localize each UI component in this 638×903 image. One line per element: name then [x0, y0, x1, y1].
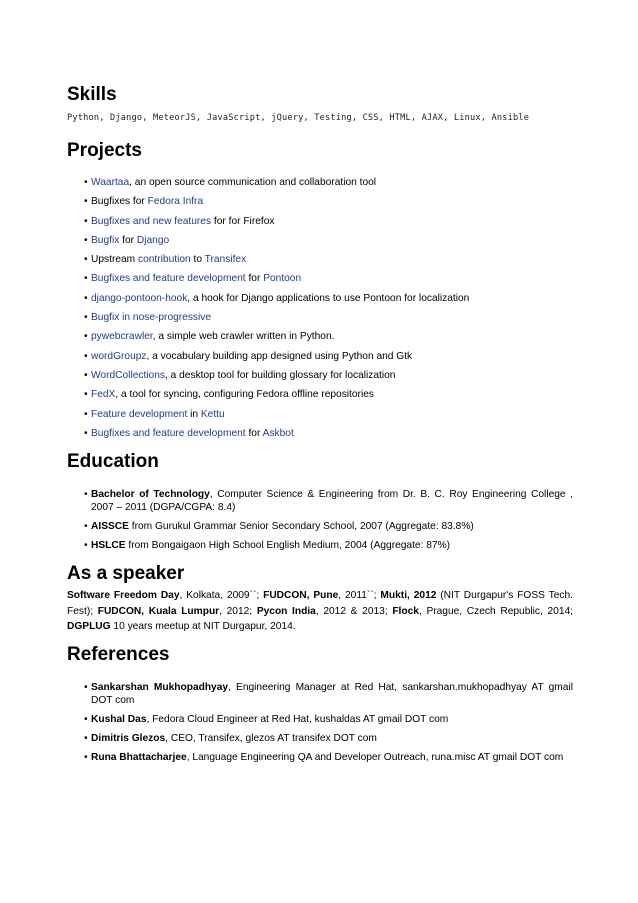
bullet-icon: • — [84, 369, 88, 381]
project-link[interactable]: Waartaa — [91, 177, 130, 188]
project-item — [84, 272, 573, 291]
project-link[interactable]: pywebcrawler — [91, 331, 153, 343]
bullet-icon: • — [84, 682, 88, 693]
education-item — [84, 520, 573, 533]
reference-item-title: Dimitris Glezos — [91, 733, 166, 744]
bullet-icon: • — [84, 752, 88, 763]
reference-item-detail: , Engineering Manager at Red Hat, sankarshan.mukhopadhyay AT gmail DOT com — [91, 682, 573, 706]
speaker-event: Flock — [392, 605, 419, 617]
education-heading: Education — [67, 451, 159, 472]
bullet-icon: • — [84, 733, 88, 744]
project-item — [84, 427, 573, 446]
project-item — [84, 234, 573, 253]
project-item — [84, 253, 573, 272]
education-item-title: Bachelor of Technology — [91, 489, 210, 500]
project-text: for — [245, 427, 263, 439]
bullet-icon: • — [84, 427, 88, 439]
speaker-event: Software Freedom Day — [67, 590, 180, 601]
project-item — [84, 350, 573, 369]
education-item — [84, 488, 573, 514]
speaker-event: FUDCON, Kuala Lumpur — [97, 605, 220, 617]
projects-heading: Projects — [67, 140, 142, 161]
project-text: , an open source communication and collaboration tool — [129, 177, 377, 188]
project-text: for — [119, 234, 137, 246]
project-link[interactable]: Bugfixes and feature development — [91, 427, 246, 439]
project-link[interactable]: Bugfixes and new features — [91, 215, 212, 227]
reference-item — [84, 732, 573, 745]
project-text: , a vocabulary building app designed using Python and Gtk — [146, 350, 413, 362]
project-text: , a hook for Django applications to use Pontoon for localization — [187, 292, 470, 304]
speaker-event: DGPLUG — [67, 621, 111, 632]
project-link[interactable]: wordGroupz — [91, 350, 147, 362]
project-item — [84, 176, 573, 195]
project-item — [84, 408, 573, 427]
reference-item-title: Runa Bhattacharjee — [91, 752, 187, 763]
bullet-icon: • — [84, 254, 88, 266]
project-link[interactable]: Fedora Infra — [147, 196, 204, 208]
project-item — [84, 388, 573, 407]
project-text: , a tool for syncing, configuring Fedora offline repositories — [115, 389, 374, 401]
project-item — [84, 369, 573, 388]
project-item — [84, 330, 573, 349]
project-link[interactable]: Bugfix in nose-progressive — [91, 312, 212, 324]
project-text: to — [190, 254, 205, 266]
reference-item — [84, 713, 573, 726]
bullet-icon: • — [84, 292, 88, 304]
education-list — [84, 488, 573, 558]
reference-item — [84, 681, 573, 707]
project-text: , a desktop tool for building glossary for localization — [164, 369, 396, 381]
project-link[interactable]: django-pontoon-hook — [91, 292, 188, 304]
education-item-detail: from Gurukul Grammar Senior Secondary School, 2007 (Aggregate: 83.8%) — [128, 521, 474, 532]
project-text: Upstream — [91, 254, 138, 266]
speaker-text: , Prague, Czech Republic, 2014; — [418, 605, 573, 617]
reference-item — [84, 751, 573, 764]
education-item-detail: from Bongaigaon High School English Medium, 2004 (Aggregate: 87%) — [125, 540, 451, 551]
bullet-icon: • — [84, 215, 88, 227]
education-item-title: HSLCE — [91, 540, 126, 551]
bullet-icon: • — [84, 489, 88, 500]
bullet-icon: • — [84, 234, 88, 246]
project-link[interactable]: contribution — [138, 254, 191, 266]
project-link[interactable]: Askbot — [262, 427, 294, 439]
projects-list — [84, 176, 573, 446]
project-link[interactable]: Feature development — [91, 408, 188, 420]
project-link[interactable]: Bugfix — [91, 234, 120, 246]
speaker-text: , 2012 & 2013; — [315, 605, 393, 617]
bullet-icon: • — [84, 714, 88, 725]
speaker-event: Pycon India — [256, 605, 316, 617]
project-item — [84, 311, 573, 330]
speaker-heading: As a speaker — [67, 563, 185, 584]
reference-item-title: Sankarshan Mukhopadhyay — [91, 682, 229, 693]
project-link[interactable]: Pontoon — [263, 273, 302, 285]
speaker-event: FUDCON, Pune — [263, 590, 339, 601]
bullet-icon: • — [84, 521, 88, 532]
bullet-icon: • — [84, 312, 88, 324]
reference-item-detail: , Language Engineering QA and Developer Outreach, runa.misc AT gmail DOT com — [186, 752, 564, 763]
reference-item-detail: , CEO, Transifex, glezos AT transifex DOT com — [165, 733, 377, 744]
project-link[interactable]: WordCollections — [91, 369, 165, 381]
speaker-text: (NIT Durgapur's FOSS Tech. Fest); — [67, 590, 573, 617]
bullet-icon: • — [84, 408, 88, 420]
speaker-text: , 2011``; — [338, 590, 381, 601]
bullet-icon: • — [84, 389, 88, 401]
project-text: , a simple web crawler written in Python. — [152, 331, 335, 343]
bullet-icon: • — [84, 196, 88, 208]
bullet-icon: • — [84, 540, 88, 551]
bullet-icon: • — [84, 273, 88, 285]
project-link[interactable]: FedX — [91, 389, 116, 401]
project-item — [84, 195, 573, 214]
education-item-title: AISSCE — [91, 521, 129, 532]
project-link[interactable]: Django — [136, 234, 170, 246]
speaker-text: , 2012; — [219, 605, 257, 617]
project-text: in — [187, 408, 201, 420]
project-item — [84, 292, 573, 311]
project-link[interactable]: Transifex — [204, 254, 247, 266]
references-heading: References — [67, 644, 170, 665]
skills-heading: Skills — [67, 84, 117, 105]
bullet-icon: • — [84, 331, 88, 343]
education-item-detail: , Computer Science & Engineering from Dr. B. C. Roy Engineering College , 2007 – 2011 (DGPA/CGPA: 8.4) — [91, 489, 573, 513]
speaker-text: 10 years meetup at NIT Durgapur, 2014. — [110, 621, 296, 632]
speaker-text: , Kolkata, 2009``; — [179, 590, 264, 601]
bullet-icon: • — [84, 177, 88, 188]
project-item — [84, 215, 573, 234]
project-link[interactable]: Kettu — [200, 408, 225, 420]
reference-item-detail: , Fedora Cloud Engineer at Red Hat, kushaldas AT gmail DOT com — [146, 714, 449, 725]
references-list — [84, 681, 573, 770]
project-text: for for Firefox — [211, 215, 275, 227]
project-link[interactable]: Bugfixes and feature development — [91, 273, 246, 285]
skills-list: Python, Django, MeteorJS, JavaScript, jQuery, Testing, CSS, HTML, AJAX, Linux, Ansible — [67, 113, 530, 123]
speaker-paragraph — [67, 588, 573, 635]
speaker-event: Mukti, 2012 — [380, 590, 437, 601]
project-text: Bugfixes for — [91, 196, 148, 208]
reference-item-title: Kushal Das — [91, 714, 147, 725]
education-item — [84, 539, 573, 552]
project-text: for — [245, 273, 264, 285]
bullet-icon: • — [84, 350, 88, 362]
